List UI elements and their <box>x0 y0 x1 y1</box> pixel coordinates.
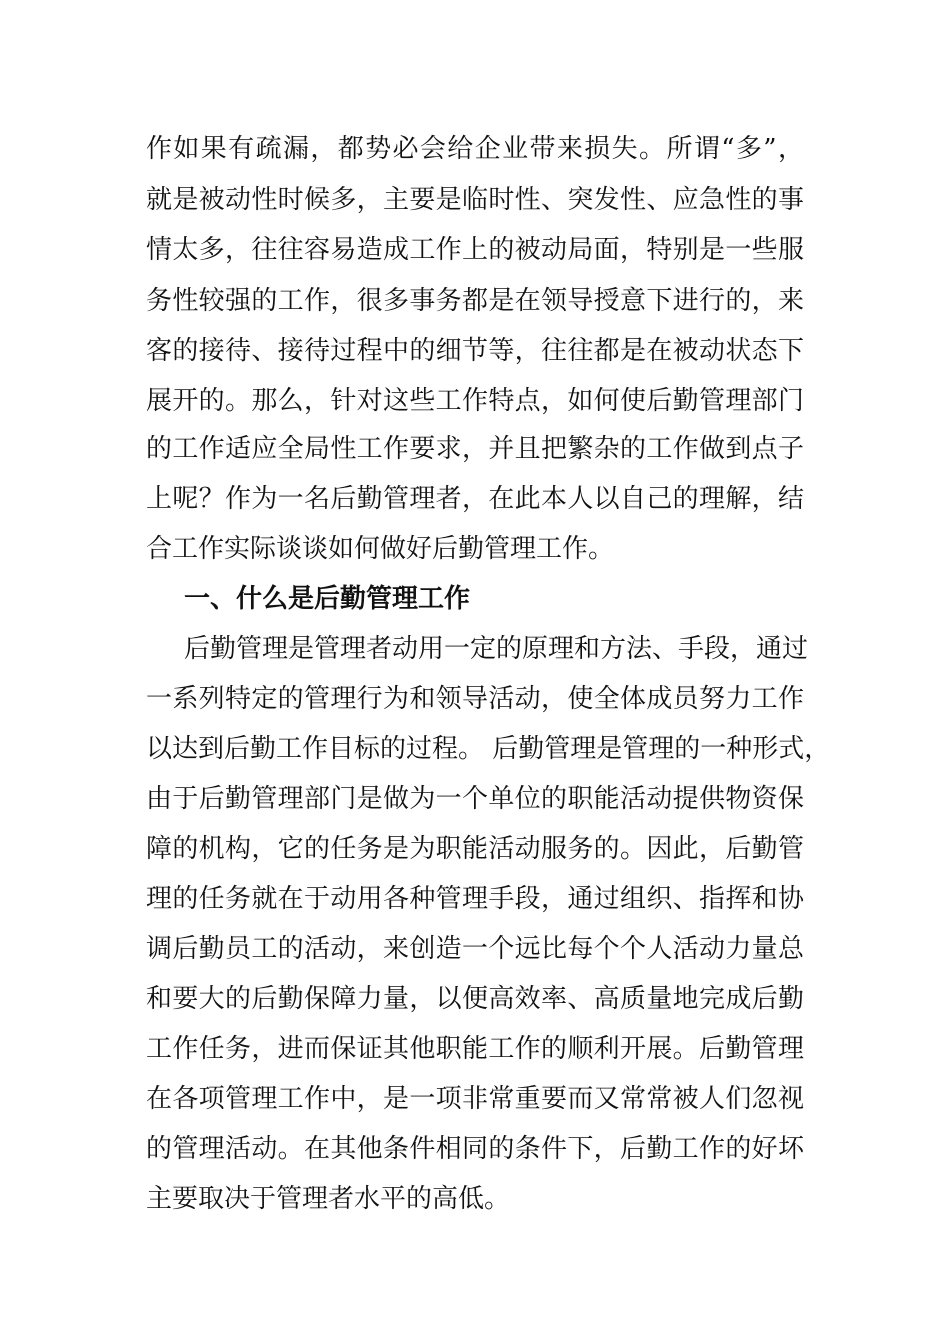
paragraph-2-line-9: 工作任务，进而保证其他职能工作的顺利开展。后勤管理 <box>146 1034 804 1064</box>
paragraph-2-line-4: 由于后勤管理部门是做为一个单位的职能活动提供物资保 <box>146 784 804 814</box>
paragraph-1-line-7: 的工作适应全局性工作要求，并且把繁杂的工作做到点子 <box>146 434 804 464</box>
paragraph-2-line-10: 在各项管理工作中，是一项非常重要而又常常被人们忽视 <box>146 1084 804 1114</box>
paragraph-1-line-5: 客的接待、接待过程中的细节等，往往都是在被动状态下 <box>146 336 804 366</box>
paragraph-2-line-6: 理的任务就在于动用各种管理手段，通过组织、指挥和协 <box>146 884 804 914</box>
paragraph-2-line-2: 一系列特定的管理行为和领导活动，使全体成员努力工作 <box>146 684 804 714</box>
section-heading: 一、什么是后勤管理工作 <box>184 584 471 614</box>
paragraph-2-line-12: 主要取决于管理者水平的高低。 <box>146 1184 511 1214</box>
paragraph-1-line-4: 务性较强的工作，很多事务都是在领导授意下进行的，来 <box>146 286 804 316</box>
paragraph-2-line-5: 障的机构，它的任务是为职能活动服务的。因此，后勤管 <box>146 834 804 864</box>
paragraph-1-line-3: 情太多，往往容易造成工作上的被动局面，特别是一些服 <box>146 235 804 265</box>
paragraph-1-line-8: 上呢？作为一名后勤管理者，在此本人以自己的理解，结 <box>146 484 804 514</box>
paragraph-1-line-6: 展开的。那么，针对这些工作特点，如何使后勤管理部门 <box>146 386 804 416</box>
paragraph-1-line-9: 合工作实际谈谈如何做好后勤管理工作。 <box>146 534 615 564</box>
paragraph-2-line-1: 后勤管理是管理者动用一定的原理和方法、手段，通过 <box>184 634 809 664</box>
paragraph-2-line-7: 调后勤员工的活动，来创造一个远比每个个人活动力量总 <box>146 934 804 964</box>
paragraph-2-line-3: 以达到后勤工作目标的过程。 后勤管理是管理的一种形式， <box>146 734 831 764</box>
paragraph-2-line-8: 和要大的后勤保障力量，以便高效率、高质量地完成后勤 <box>146 984 804 1014</box>
paragraph-1-line-1: 作如果有疏漏，都势必会给企业带来损失。所谓“多”， <box>146 134 804 164</box>
paragraph-2-line-11: 的管理活动。在其他条件相同的条件下，后勤工作的好坏 <box>146 1134 804 1164</box>
paragraph-1-line-2: 就是被动性时候多，主要是临时性、突发性、应急性的事 <box>146 185 804 215</box>
